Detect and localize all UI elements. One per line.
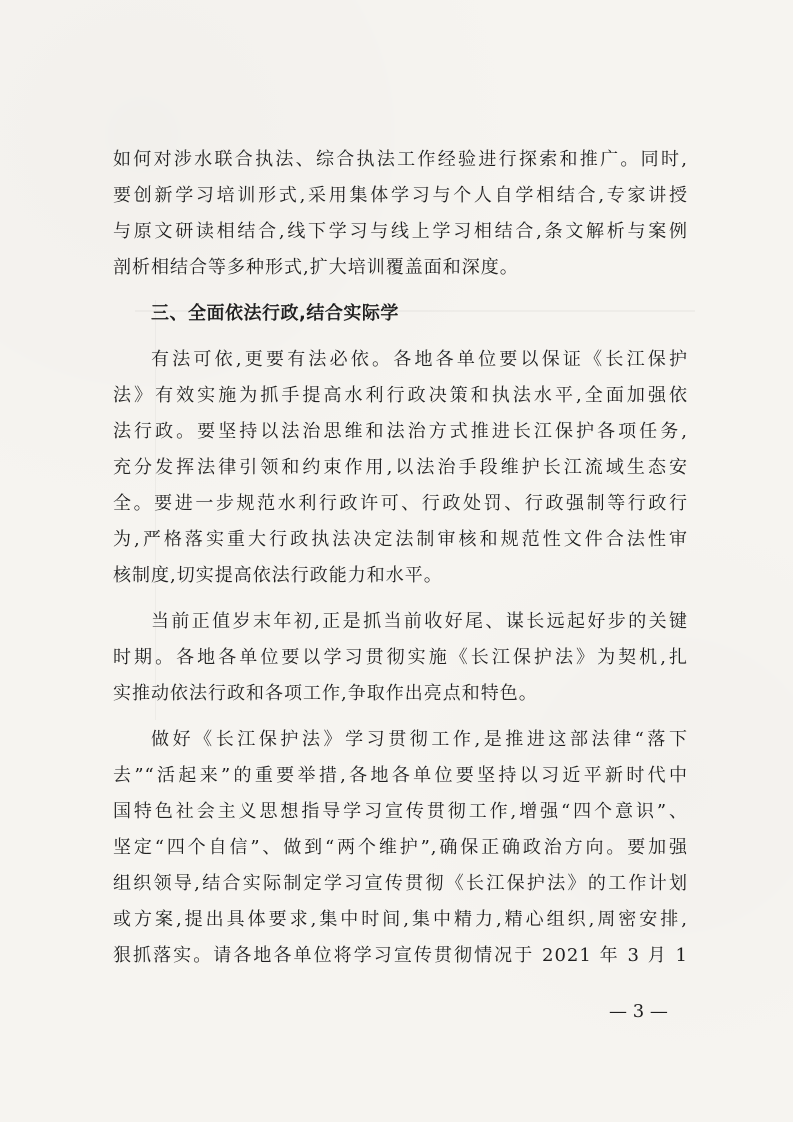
paragraph-line: 国特色社会主义思想指导学习宣传贯彻工作,增强“四个意识”、 bbox=[113, 801, 688, 822]
paragraph-line: 为,严格落实重大行政执法决定法制审核和规范性文件合法性审 bbox=[113, 529, 688, 550]
section-heading: 三、全面依法行政,结合实际学 bbox=[151, 303, 399, 324]
paragraph-gap bbox=[113, 594, 688, 604]
paragraph-gap bbox=[113, 332, 688, 342]
page-number: — 3 — bbox=[609, 1001, 668, 1022]
paragraph-line: 去”“活起来”的重要举措,各地各单位要坚持以习近平新时代中 bbox=[113, 765, 688, 786]
paragraph-line: 法》有效实施为抓手提高水利行政决策和执法水平,全面加强依 bbox=[113, 385, 688, 406]
paragraph-line: 时期。各地各单位要以学习贯彻实施《长江保护法》为契机,扎 bbox=[113, 647, 688, 668]
paragraph-line: 实推动依法行政和各项工作,争取作出亮点和特色。 bbox=[113, 683, 538, 704]
paragraph-line: 有法可依,更要有法必依。各地各单位要以保证《长江保护 bbox=[151, 349, 688, 370]
paragraph-line: 组织领导,结合实际制定学习宣传贯彻《长江保护法》的工作计划 bbox=[113, 873, 688, 894]
paragraph-line: 或方案,提出具体要求,集中时间,集中精力,精心组织,周密安排, bbox=[113, 909, 688, 930]
paragraph-gap bbox=[113, 286, 688, 296]
paragraph-line: 全。要进一步规范水利行政许可、行政处罚、行政强制等行政行 bbox=[113, 493, 688, 514]
paragraph-line: 剖析相结合等多种形式,扩大培训覆盖面和深度。 bbox=[113, 257, 519, 278]
paragraph-line: 做好《长江保护法》学习贯彻工作,是推进这部法律“落下 bbox=[151, 729, 688, 750]
paragraph-line: 法行政。要坚持以法治思维和法治方式推进长江保护各项任务, bbox=[113, 421, 688, 442]
paragraph-line: 要创新学习培训形式,采用集体学习与个人自学相结合,专家讲授 bbox=[113, 185, 688, 206]
paragraph-line: 坚定“四个自信”、做到“两个维护”,确保正确政治方向。要加强 bbox=[113, 837, 688, 858]
paragraph-line: 当前正值岁末年初,正是抓当前收好尾、谋长远起好步的关键 bbox=[151, 611, 688, 632]
paragraph-line: 核制度,切实提高依法行政能力和水平。 bbox=[113, 565, 443, 586]
paragraph-line: 狠抓落实。请各地各单位将学习宣传贯彻情况于 2021 年 3 月 1 bbox=[113, 945, 688, 966]
paragraph-line: 与原文研读相结合,线下学习与线上学习相结合,条文解析与案例 bbox=[113, 221, 688, 242]
paragraph-gap bbox=[113, 712, 688, 722]
paragraph-line: 如何对涉水联合执法、综合执法工作经验进行探索和推广。同时, bbox=[113, 149, 688, 170]
document-body bbox=[113, 142, 688, 974]
paragraph-line: 充分发挥法律引领和约束作用,以法治手段维护长江流域生态安 bbox=[113, 457, 688, 478]
